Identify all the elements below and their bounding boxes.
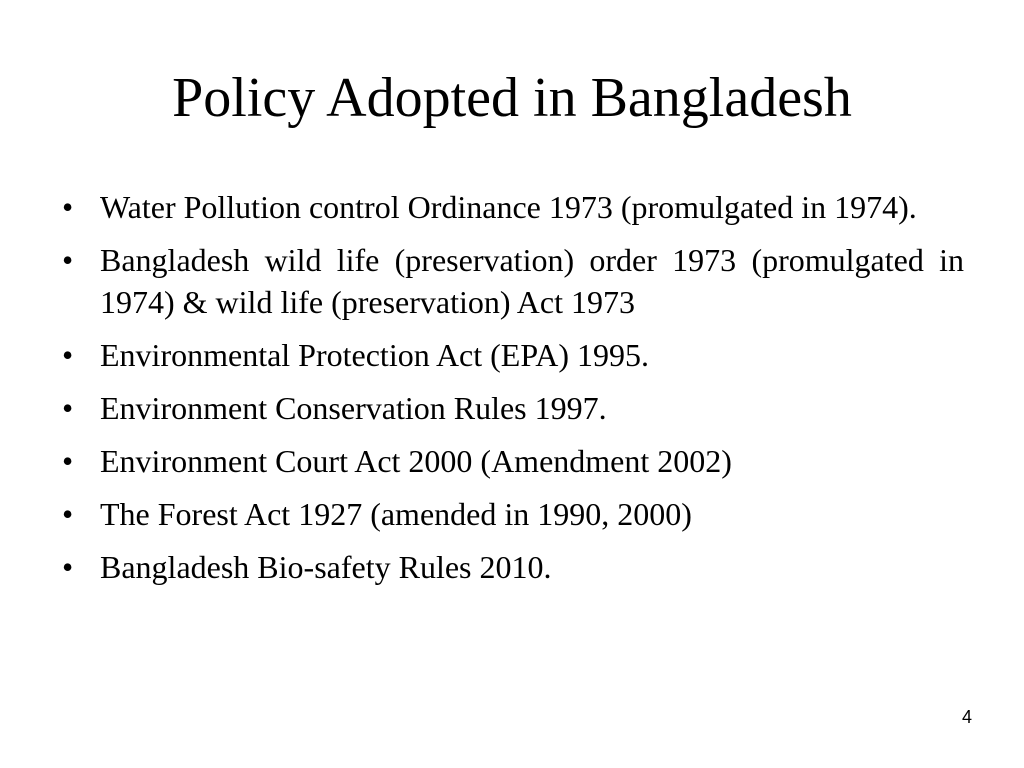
bullet-item-conservation-rules: [62, 387, 964, 429]
bullet-item-court-act: [62, 440, 964, 482]
bullet-list: [62, 186, 964, 599]
bullet-icon: •: [62, 443, 74, 479]
bullet-item-wild-life: [62, 239, 964, 323]
slide-title: Policy Adopted in Bangladesh: [172, 67, 852, 129]
page-number: 4: [961, 707, 972, 727]
bullet-icon: •: [62, 189, 74, 225]
bullet-item-forest-act: [62, 493, 964, 535]
bullet-icon: •: [62, 390, 74, 426]
bullet-icon: •: [62, 549, 74, 585]
bullet-icon: •: [62, 496, 74, 532]
bullet-text: Water Pollution control Ordinance 1973 (promulgated in 1974).: [100, 189, 917, 225]
bullet-item-epa: [62, 334, 964, 376]
bullet-text: Environmental Protection Act (EPA) 1995.: [100, 337, 649, 373]
bullet-text: The Forest Act 1927 (amended in 1990, 2000): [100, 496, 692, 532]
bullet-text: Environment Conservation Rules 1997.: [100, 390, 607, 426]
bullet-text: Bangladesh Bio-safety Rules 2010.: [100, 549, 552, 585]
bullet-icon: •: [62, 337, 74, 373]
bullet-icon: •: [62, 242, 74, 278]
bullet-item-bio-safety: [62, 546, 964, 588]
bullet-item-water-pollution: [62, 186, 964, 228]
bullet-text: Environment Court Act 2000 (Amendment 2002): [100, 443, 732, 479]
bullet-text: Bangladesh wild life (preservation) order 1973 (promulgated in 1974) & wild life (preservation) Act 1973: [100, 242, 964, 320]
